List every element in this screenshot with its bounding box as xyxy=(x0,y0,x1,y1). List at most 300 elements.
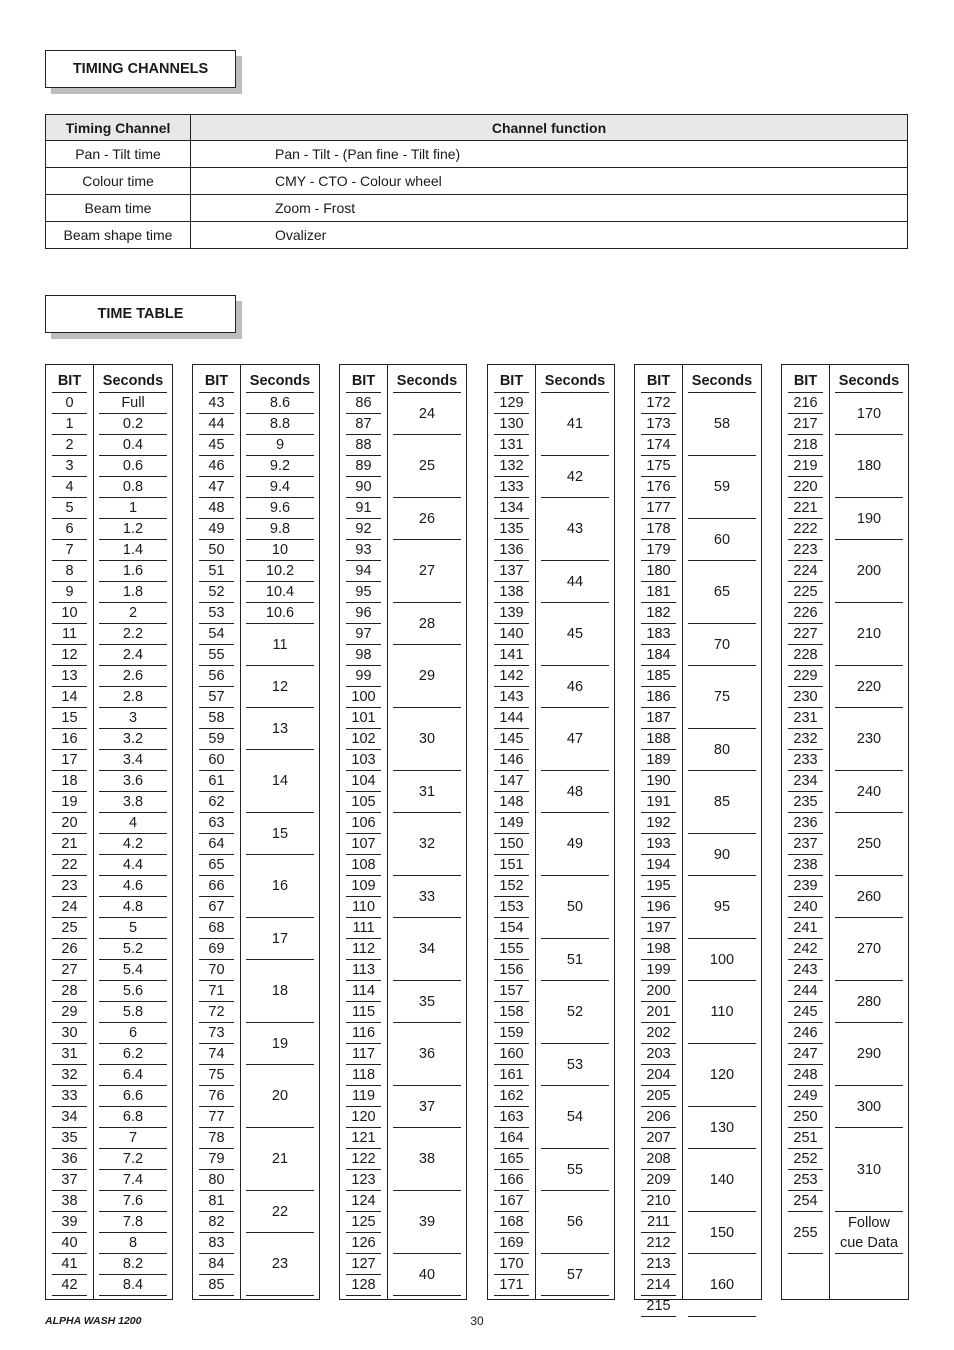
table-row xyxy=(46,222,908,249)
bit-cell: 84 xyxy=(199,1254,234,1275)
seconds-cell: 150 xyxy=(688,1212,756,1254)
seconds-cell: 7.6 xyxy=(99,1191,167,1212)
bit-cell: 12 xyxy=(52,645,87,666)
bit-cell: 187 xyxy=(641,708,676,729)
seconds-cell: 1.4 xyxy=(99,540,167,561)
bit-cell: 17 xyxy=(52,750,87,771)
seconds-cell: 0.8 xyxy=(99,477,167,498)
channel-function-cell: Pan - Tilt - (Pan fine - Tilt fine) xyxy=(191,141,908,168)
bit-cell: 22 xyxy=(52,855,87,876)
bit-cell: 86 xyxy=(346,393,381,414)
seconds-cell: 16 xyxy=(246,855,314,918)
bit-cell: 183 xyxy=(641,624,676,645)
bit-cell: 179 xyxy=(641,540,676,561)
bit-cell: 175 xyxy=(641,456,676,477)
timing-channels-table xyxy=(45,114,908,249)
bit-cell: 166 xyxy=(494,1170,529,1191)
bit-cell: 113 xyxy=(346,960,381,981)
bit-cell: 178 xyxy=(641,519,676,540)
bit-cell: 225 xyxy=(788,582,823,603)
bit-cell: 177 xyxy=(641,498,676,519)
seconds-cell: 0.6 xyxy=(99,456,167,477)
bit-cell: 169 xyxy=(494,1233,529,1254)
seconds-header: Seconds xyxy=(835,365,903,393)
bit-cell: 192 xyxy=(641,813,676,834)
bit-cell: 157 xyxy=(494,981,529,1002)
seconds-cell: 7 xyxy=(99,1128,167,1149)
seconds-cell: 8.4 xyxy=(99,1275,167,1296)
bit-cell: 110 xyxy=(346,897,381,918)
seconds-cell: 52 xyxy=(541,981,609,1044)
bit-cell: 91 xyxy=(346,498,381,519)
seconds-cell: 50 xyxy=(541,876,609,939)
bit-cell: 231 xyxy=(788,708,823,729)
seconds-cell: 10.2 xyxy=(246,561,314,582)
seconds-cell: 59 xyxy=(688,456,756,519)
bit-cell: 243 xyxy=(788,960,823,981)
bit-cell: 249 xyxy=(788,1086,823,1107)
bit-cell: 5 xyxy=(52,498,87,519)
timing-channel-cell: Beam shape time xyxy=(46,222,191,249)
bit-cell: 176 xyxy=(641,477,676,498)
bit-header: BIT xyxy=(346,365,381,393)
bit-cell: 239 xyxy=(788,876,823,897)
bit-cell: 159 xyxy=(494,1023,529,1044)
bit-header: BIT xyxy=(199,365,234,393)
bit-cell: 82 xyxy=(199,1212,234,1233)
bit-header: BIT xyxy=(641,365,676,393)
bit-cell: 199 xyxy=(641,960,676,981)
seconds-cell: 11 xyxy=(246,624,314,666)
seconds-cell: 12 xyxy=(246,666,314,708)
bit-header: BIT xyxy=(494,365,529,393)
time-table-column-3 xyxy=(339,364,467,1300)
bit-cell: 181 xyxy=(641,582,676,603)
bit-cell: 229 xyxy=(788,666,823,687)
bit-cell: 97 xyxy=(346,624,381,645)
seconds-cell: 4.8 xyxy=(99,897,167,918)
column-separator xyxy=(240,365,241,1299)
bit-cell: 210 xyxy=(641,1191,676,1212)
bit-cell: 223 xyxy=(788,540,823,561)
bit-cell: 13 xyxy=(52,666,87,687)
bit-cell: 204 xyxy=(641,1065,676,1086)
bit-cell: 170 xyxy=(494,1254,529,1275)
seconds-cell: 25 xyxy=(393,435,461,498)
bit-cell: 138 xyxy=(494,582,529,603)
bit-cell: 53 xyxy=(199,603,234,624)
bit-cell: 25 xyxy=(52,918,87,939)
seconds-cell: 22 xyxy=(246,1191,314,1233)
bit-cell: 4 xyxy=(52,477,87,498)
channel-function-cell: Zoom - Frost xyxy=(191,195,908,222)
bit-cell: 98 xyxy=(346,645,381,666)
bit-cell: 244 xyxy=(788,981,823,1002)
seconds-cell: 80 xyxy=(688,729,756,771)
column-separator xyxy=(682,365,683,1299)
seconds-cell: 48 xyxy=(541,771,609,813)
seconds-cell: 18 xyxy=(246,960,314,1023)
seconds-cell: 46 xyxy=(541,666,609,708)
bit-cell: 211 xyxy=(641,1212,676,1233)
bit-cell: 129 xyxy=(494,393,529,414)
seconds-cell: 270 xyxy=(835,918,903,981)
bit-cell: 126 xyxy=(346,1233,381,1254)
bit-cell: 219 xyxy=(788,456,823,477)
bit-cell: 48 xyxy=(199,498,234,519)
bit-cell: 137 xyxy=(494,561,529,582)
seconds-header: Seconds xyxy=(246,365,314,393)
seconds-cell: 1.2 xyxy=(99,519,167,540)
bit-cell: 50 xyxy=(199,540,234,561)
bit-cell: 118 xyxy=(346,1065,381,1086)
bit-cell: 70 xyxy=(199,960,234,981)
bit-cell: 121 xyxy=(346,1128,381,1149)
bit-cell: 238 xyxy=(788,855,823,876)
bit-cell: 252 xyxy=(788,1149,823,1170)
seconds-cell: 5.8 xyxy=(99,1002,167,1023)
seconds-cell: 5.4 xyxy=(99,960,167,981)
bit-cell: 28 xyxy=(52,981,87,1002)
seconds-cell: 5.2 xyxy=(99,939,167,960)
seconds-cell: 10.6 xyxy=(246,603,314,624)
seconds-cell: 45 xyxy=(541,603,609,666)
bit-cell: 116 xyxy=(346,1023,381,1044)
column-separator xyxy=(535,365,536,1299)
seconds-cell: 1.6 xyxy=(99,561,167,582)
time-table-column-6 xyxy=(781,364,909,1300)
bit-cell: 168 xyxy=(494,1212,529,1233)
bit-cell: 152 xyxy=(494,876,529,897)
bit-cell: 8 xyxy=(52,561,87,582)
bit-cell: 3 xyxy=(52,456,87,477)
seconds-cell: 6 xyxy=(99,1023,167,1044)
bit-cell: 236 xyxy=(788,813,823,834)
seconds-cell: 5.6 xyxy=(99,981,167,1002)
bit-cell: 154 xyxy=(494,918,529,939)
bit-cell: 80 xyxy=(199,1170,234,1191)
bit-cell: 127 xyxy=(346,1254,381,1275)
bit-cell: 215 xyxy=(641,1296,676,1317)
bit-cell: 78 xyxy=(199,1128,234,1149)
bit-cell: 240 xyxy=(788,897,823,918)
seconds-cell: 6.8 xyxy=(99,1107,167,1128)
bit-cell: 42 xyxy=(52,1275,87,1296)
seconds-cell: 0.4 xyxy=(99,435,167,456)
bit-cell: 197 xyxy=(641,918,676,939)
bit-cell: 105 xyxy=(346,792,381,813)
seconds-cell: 31 xyxy=(393,771,461,813)
bit-cell: 246 xyxy=(788,1023,823,1044)
seconds-header: Seconds xyxy=(688,365,756,393)
seconds-cell: 95 xyxy=(688,876,756,939)
bit-cell: 100 xyxy=(346,687,381,708)
seconds-cell: 7.8 xyxy=(99,1212,167,1233)
seconds-cell: 20 xyxy=(246,1065,314,1128)
seconds-cell: 19 xyxy=(246,1023,314,1065)
seconds-cell: 9.4 xyxy=(246,477,314,498)
seconds-cell: 4.6 xyxy=(99,876,167,897)
bit-cell: 214 xyxy=(641,1275,676,1296)
bit-cell: 21 xyxy=(52,834,87,855)
bit-cell: 76 xyxy=(199,1086,234,1107)
bit-cell: 92 xyxy=(346,519,381,540)
timing-channel-cell: Colour time xyxy=(46,168,191,195)
seconds-cell: 4 xyxy=(99,813,167,834)
bit-cell: 19 xyxy=(52,792,87,813)
seconds-cell: 56 xyxy=(541,1191,609,1254)
bit-cell: 171 xyxy=(494,1275,529,1296)
bit-cell: 206 xyxy=(641,1107,676,1128)
seconds-cell: 65 xyxy=(688,561,756,624)
seconds-cell: 6.4 xyxy=(99,1065,167,1086)
bit-cell: 198 xyxy=(641,939,676,960)
seconds-cell: 13 xyxy=(246,708,314,750)
timing-channel-cell: Pan - Tilt time xyxy=(46,141,191,168)
bit-cell: 189 xyxy=(641,750,676,771)
bit-cell: 95 xyxy=(346,582,381,603)
bit-cell: 119 xyxy=(346,1086,381,1107)
bit-cell: 253 xyxy=(788,1170,823,1191)
column-separator xyxy=(829,365,830,1299)
channel-function-header: Channel function xyxy=(191,115,908,141)
bit-cell: 9 xyxy=(52,582,87,603)
time-table-column-5 xyxy=(634,364,762,1314)
bit-cell: 7 xyxy=(52,540,87,561)
bit-cell: 180 xyxy=(641,561,676,582)
seconds-cell: Follow cue Data xyxy=(835,1212,903,1254)
bit-cell: 85 xyxy=(199,1275,234,1296)
bit-cell: 255 xyxy=(788,1212,823,1254)
bit-cell: 46 xyxy=(199,456,234,477)
bit-cell: 188 xyxy=(641,729,676,750)
bit-cell: 250 xyxy=(788,1107,823,1128)
bit-cell: 195 xyxy=(641,876,676,897)
seconds-cell: 55 xyxy=(541,1149,609,1191)
bit-cell: 213 xyxy=(641,1254,676,1275)
bit-cell: 163 xyxy=(494,1107,529,1128)
bit-cell: 201 xyxy=(641,1002,676,1023)
seconds-cell: 7.4 xyxy=(99,1170,167,1191)
bit-cell: 128 xyxy=(346,1275,381,1296)
bit-cell: 26 xyxy=(52,939,87,960)
bit-cell: 234 xyxy=(788,771,823,792)
seconds-header: Seconds xyxy=(99,365,167,393)
bit-cell: 131 xyxy=(494,435,529,456)
bit-cell: 150 xyxy=(494,834,529,855)
seconds-cell: 58 xyxy=(688,393,756,456)
bit-cell: 144 xyxy=(494,708,529,729)
seconds-cell: 140 xyxy=(688,1149,756,1212)
seconds-cell: 40 xyxy=(393,1254,461,1296)
bit-cell: 101 xyxy=(346,708,381,729)
bit-cell: 45 xyxy=(199,435,234,456)
seconds-cell: 42 xyxy=(541,456,609,498)
page-number: 30 xyxy=(470,1314,484,1328)
table-row xyxy=(46,168,908,195)
bit-cell: 64 xyxy=(199,834,234,855)
bit-cell: 122 xyxy=(346,1149,381,1170)
time-table-column-2 xyxy=(192,364,320,1300)
seconds-cell: 9 xyxy=(246,435,314,456)
bit-cell: 224 xyxy=(788,561,823,582)
bit-cell: 117 xyxy=(346,1044,381,1065)
bit-cell: 247 xyxy=(788,1044,823,1065)
bit-cell: 54 xyxy=(199,624,234,645)
seconds-cell: 210 xyxy=(835,603,903,666)
bit-cell: 185 xyxy=(641,666,676,687)
bit-cell: 221 xyxy=(788,498,823,519)
bit-cell: 106 xyxy=(346,813,381,834)
bit-cell: 89 xyxy=(346,456,381,477)
bit-cell: 242 xyxy=(788,939,823,960)
bit-cell: 194 xyxy=(641,855,676,876)
bit-cell: 205 xyxy=(641,1086,676,1107)
column-separator xyxy=(387,365,388,1299)
seconds-cell: 38 xyxy=(393,1128,461,1191)
bit-cell: 248 xyxy=(788,1065,823,1086)
seconds-cell: 30 xyxy=(393,708,461,771)
bit-cell: 245 xyxy=(788,1002,823,1023)
seconds-cell: 43 xyxy=(541,498,609,561)
bit-cell: 254 xyxy=(788,1191,823,1212)
seconds-cell: 54 xyxy=(541,1086,609,1149)
bit-cell: 190 xyxy=(641,771,676,792)
bit-cell: 104 xyxy=(346,771,381,792)
seconds-cell: 21 xyxy=(246,1128,314,1191)
bit-cell: 115 xyxy=(346,1002,381,1023)
bit-cell: 0 xyxy=(52,393,87,414)
bit-cell: 31 xyxy=(52,1044,87,1065)
bit-cell: 35 xyxy=(52,1128,87,1149)
bit-cell: 161 xyxy=(494,1065,529,1086)
bit-cell: 58 xyxy=(199,708,234,729)
bit-cell: 38 xyxy=(52,1191,87,1212)
seconds-cell: 27 xyxy=(393,540,461,603)
bit-cell: 37 xyxy=(52,1170,87,1191)
seconds-cell: 2.4 xyxy=(99,645,167,666)
bit-cell: 202 xyxy=(641,1023,676,1044)
bit-cell: 145 xyxy=(494,729,529,750)
bit-cell: 124 xyxy=(346,1191,381,1212)
bit-cell: 27 xyxy=(52,960,87,981)
bit-cell: 134 xyxy=(494,498,529,519)
bit-cell: 36 xyxy=(52,1149,87,1170)
seconds-cell: 15 xyxy=(246,813,314,855)
seconds-cell: 260 xyxy=(835,876,903,918)
seconds-cell: 310 xyxy=(835,1128,903,1212)
seconds-cell: 300 xyxy=(835,1086,903,1128)
bit-cell: 151 xyxy=(494,855,529,876)
seconds-cell: 33 xyxy=(393,876,461,918)
timing-channels-heading: TIMING CHANNELS xyxy=(45,50,236,88)
seconds-cell: 34 xyxy=(393,918,461,981)
seconds-cell: 100 xyxy=(688,939,756,981)
bit-cell: 132 xyxy=(494,456,529,477)
seconds-cell: 6.6 xyxy=(99,1086,167,1107)
bit-cell: 230 xyxy=(788,687,823,708)
bit-cell: 65 xyxy=(199,855,234,876)
seconds-cell: 90 xyxy=(688,834,756,876)
bit-cell: 167 xyxy=(494,1191,529,1212)
seconds-cell: 10.4 xyxy=(246,582,314,603)
seconds-cell: 180 xyxy=(835,435,903,498)
bit-cell: 156 xyxy=(494,960,529,981)
bit-cell: 18 xyxy=(52,771,87,792)
bit-header: BIT xyxy=(788,365,823,393)
bit-cell: 217 xyxy=(788,414,823,435)
seconds-cell: 24 xyxy=(393,393,461,435)
bit-cell: 200 xyxy=(641,981,676,1002)
bit-cell: 24 xyxy=(52,897,87,918)
seconds-cell: 4.4 xyxy=(99,855,167,876)
bit-cell: 59 xyxy=(199,729,234,750)
bit-cell: 56 xyxy=(199,666,234,687)
footer-brand: ALPHA WASH 1200 xyxy=(45,1315,142,1327)
bit-cell: 109 xyxy=(346,876,381,897)
seconds-cell: 14 xyxy=(246,750,314,813)
seconds-cell: 110 xyxy=(688,981,756,1044)
seconds-cell: 6.2 xyxy=(99,1044,167,1065)
bit-cell: 228 xyxy=(788,645,823,666)
bit-cell: 93 xyxy=(346,540,381,561)
bit-cell: 47 xyxy=(199,477,234,498)
bit-cell: 43 xyxy=(199,393,234,414)
seconds-cell: 9.8 xyxy=(246,519,314,540)
seconds-cell: 17 xyxy=(246,918,314,960)
bit-cell: 74 xyxy=(199,1044,234,1065)
seconds-cell: 85 xyxy=(688,771,756,834)
bit-cell: 102 xyxy=(346,729,381,750)
bit-cell: 15 xyxy=(52,708,87,729)
bit-cell: 136 xyxy=(494,540,529,561)
bit-cell: 1 xyxy=(52,414,87,435)
bit-cell: 77 xyxy=(199,1107,234,1128)
seconds-cell: 75 xyxy=(688,666,756,729)
seconds-cell: 8.6 xyxy=(246,393,314,414)
bit-cell: 241 xyxy=(788,918,823,939)
bit-cell: 237 xyxy=(788,834,823,855)
channel-function-cell: CMY - CTO - Colour wheel xyxy=(191,168,908,195)
bit-cell: 51 xyxy=(199,561,234,582)
seconds-cell: 35 xyxy=(393,981,461,1023)
bit-cell: 103 xyxy=(346,750,381,771)
bit-cell: 52 xyxy=(199,582,234,603)
bit-cell: 142 xyxy=(494,666,529,687)
seconds-cell: 44 xyxy=(541,561,609,603)
bit-cell: 135 xyxy=(494,519,529,540)
bit-cell: 112 xyxy=(346,939,381,960)
timing-channel-cell: Beam time xyxy=(46,195,191,222)
seconds-cell: 51 xyxy=(541,939,609,981)
bit-cell: 141 xyxy=(494,645,529,666)
table-header-row xyxy=(46,115,908,141)
bit-cell: 120 xyxy=(346,1107,381,1128)
bit-cell: 220 xyxy=(788,477,823,498)
seconds-cell: 3.2 xyxy=(99,729,167,750)
seconds-cell: 280 xyxy=(835,981,903,1023)
seconds-cell: 3 xyxy=(99,708,167,729)
seconds-cell: 8.8 xyxy=(246,414,314,435)
bit-cell: 148 xyxy=(494,792,529,813)
bit-cell: 165 xyxy=(494,1149,529,1170)
bit-cell: 67 xyxy=(199,897,234,918)
seconds-cell: 3.4 xyxy=(99,750,167,771)
bit-cell: 114 xyxy=(346,981,381,1002)
table-row xyxy=(46,141,908,168)
bit-cell: 55 xyxy=(199,645,234,666)
bit-cell: 69 xyxy=(199,939,234,960)
